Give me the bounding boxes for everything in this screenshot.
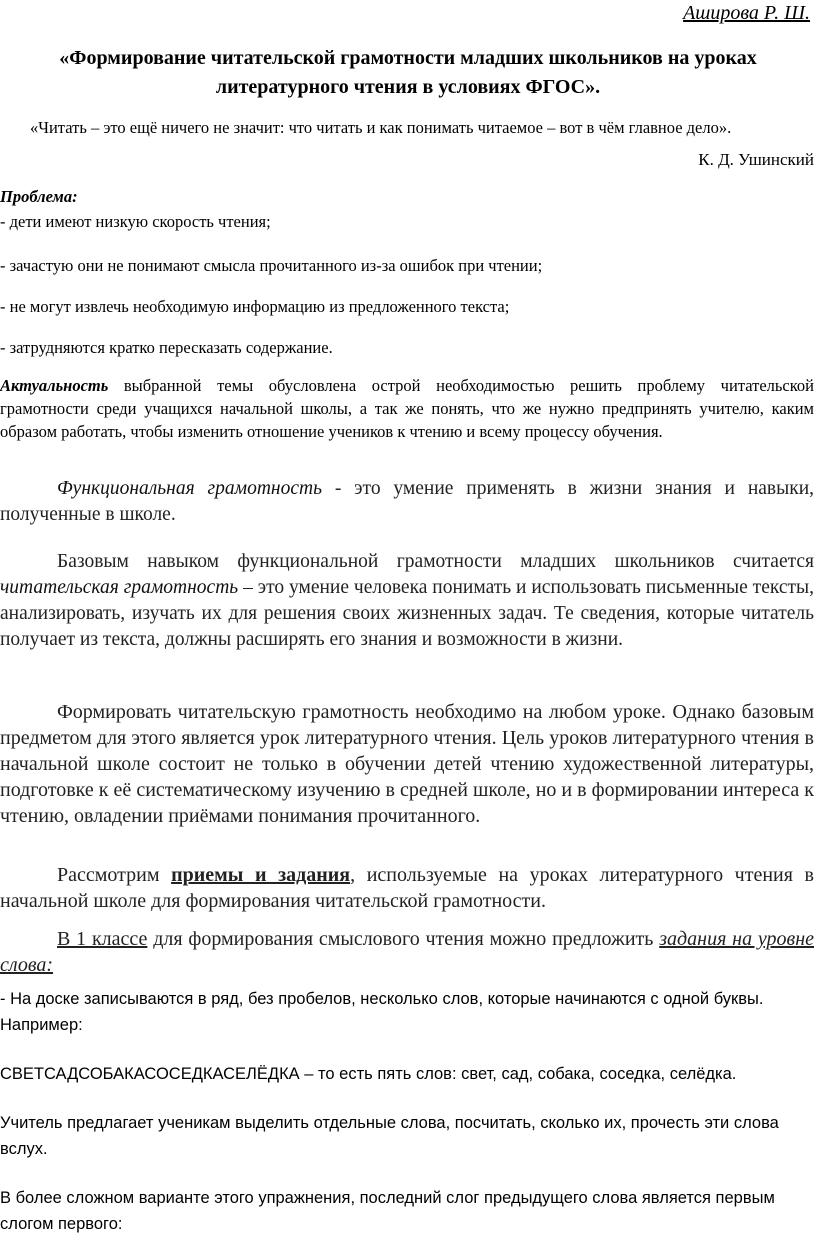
title-line-2: литературного чтения в условиях ФГОС». xyxy=(215,76,601,98)
reading-literacy-term: читательская грамотность xyxy=(0,577,239,598)
exercise-paragraph-3: Учитель предлагает ученикам выделить отдельные слова, посчитать, сколько их, прочесть эти слова вслух. xyxy=(0,1114,779,1158)
author-name: Аширова Р. Ш. xyxy=(683,2,810,24)
consider-text-before: Рассмотрим xyxy=(57,864,172,886)
problem-item: - затрудняются кратко пересказать содержание. xyxy=(0,338,333,357)
relevance-term: Актуальность xyxy=(0,376,109,395)
consider-paragraph xyxy=(0,862,814,914)
basic-skill-paragraph xyxy=(0,549,814,653)
grade1-text: для формирования смыслового чтения можно предложить xyxy=(147,928,660,950)
functional-literacy-text: - это умение применять в жизни знания и навыки, полученные в школе. xyxy=(0,478,815,525)
formation-paragraph: Формировать читательскую грамотность необходимо на любом уроке. Однако базовым предметом для этого является урок литературного чтения. Цель уроков литературного чтения в начальной школе состоит не только в обучении детей чтению художественной литературы, подготовке к её систематическому изучению в средней школе, но и в формировании интереса к чтению, овладении приёмами понимания прочитанного. xyxy=(0,701,814,827)
grade1-paragraph xyxy=(0,926,814,978)
exercise-paragraph-2: СВЕТСАДСОБАКАСОСЕДКАСЕЛЁДКА – то есть пять слов: свет, сад, собака, соседка, селёдка. xyxy=(0,1065,737,1083)
problem-item: - зачастую они не понимают смысла прочитанного из-за ошибок при чтении; xyxy=(0,256,543,275)
functional-literacy-term: Функциональная грамотность xyxy=(57,478,322,499)
problem-item: - не могут извлечь необходимую информацию из предложенного текста; xyxy=(0,297,510,316)
title-line-1: «Формирование читательской грамотности младших школьников на уроках xyxy=(59,47,757,69)
exercise-paragraph-4: В более сложном варианте этого упражнения, последний слог предыдущего слова является первым слогом первого: xyxy=(0,1189,775,1233)
relevance-paragraph xyxy=(0,374,814,443)
problem-heading: Проблема: xyxy=(0,187,78,206)
techniques-link-text: приемы и задания xyxy=(171,864,351,886)
grade1-label: В 1 классе xyxy=(57,928,148,950)
consider-text-after: , используемые на уроках литературного чтения в начальной школе для формирования читательской грамотности. xyxy=(0,864,814,912)
basic-skill-text-after: – это умение человека понимать и использовать письменные тексты, анализировать, изучать их для решения своих жизненных задач. Те сведения, которые читатель получает из текста, должны расширять его знания и возможности в жизни. xyxy=(0,577,814,650)
epigraph-author: К. Д. Ушинский xyxy=(698,150,814,169)
word-level-tasks-label: задания на уровне слова: xyxy=(0,928,814,976)
functional-literacy-paragraph xyxy=(0,476,814,528)
relevance-text: выбранной темы обусловлена острой необходимостью решить проблему читательской грамотности среди учащихся начальной школы, а так же понять, что же нужно предпринять учителю, каким образом работать, чтобы изменить отношение учеников к чтению и всему процессу обучения. xyxy=(0,376,814,441)
basic-skill-text-before: Базовым навыком функциональной грамотности младших школьников считается xyxy=(57,551,814,572)
problem-item: - дети имеют низкую скорость чтения; xyxy=(0,212,271,231)
epigraph-quote: «Читать – это ещё ничего не значит: что читать и как понимать читаемое – вот в чём главное дело». xyxy=(30,118,732,137)
exercise-paragraph-1: - На доске записываются в ряд, без пробелов, несколько слов, которые начинаются с одной буквы. Например: xyxy=(0,990,764,1034)
document-title xyxy=(0,44,816,102)
